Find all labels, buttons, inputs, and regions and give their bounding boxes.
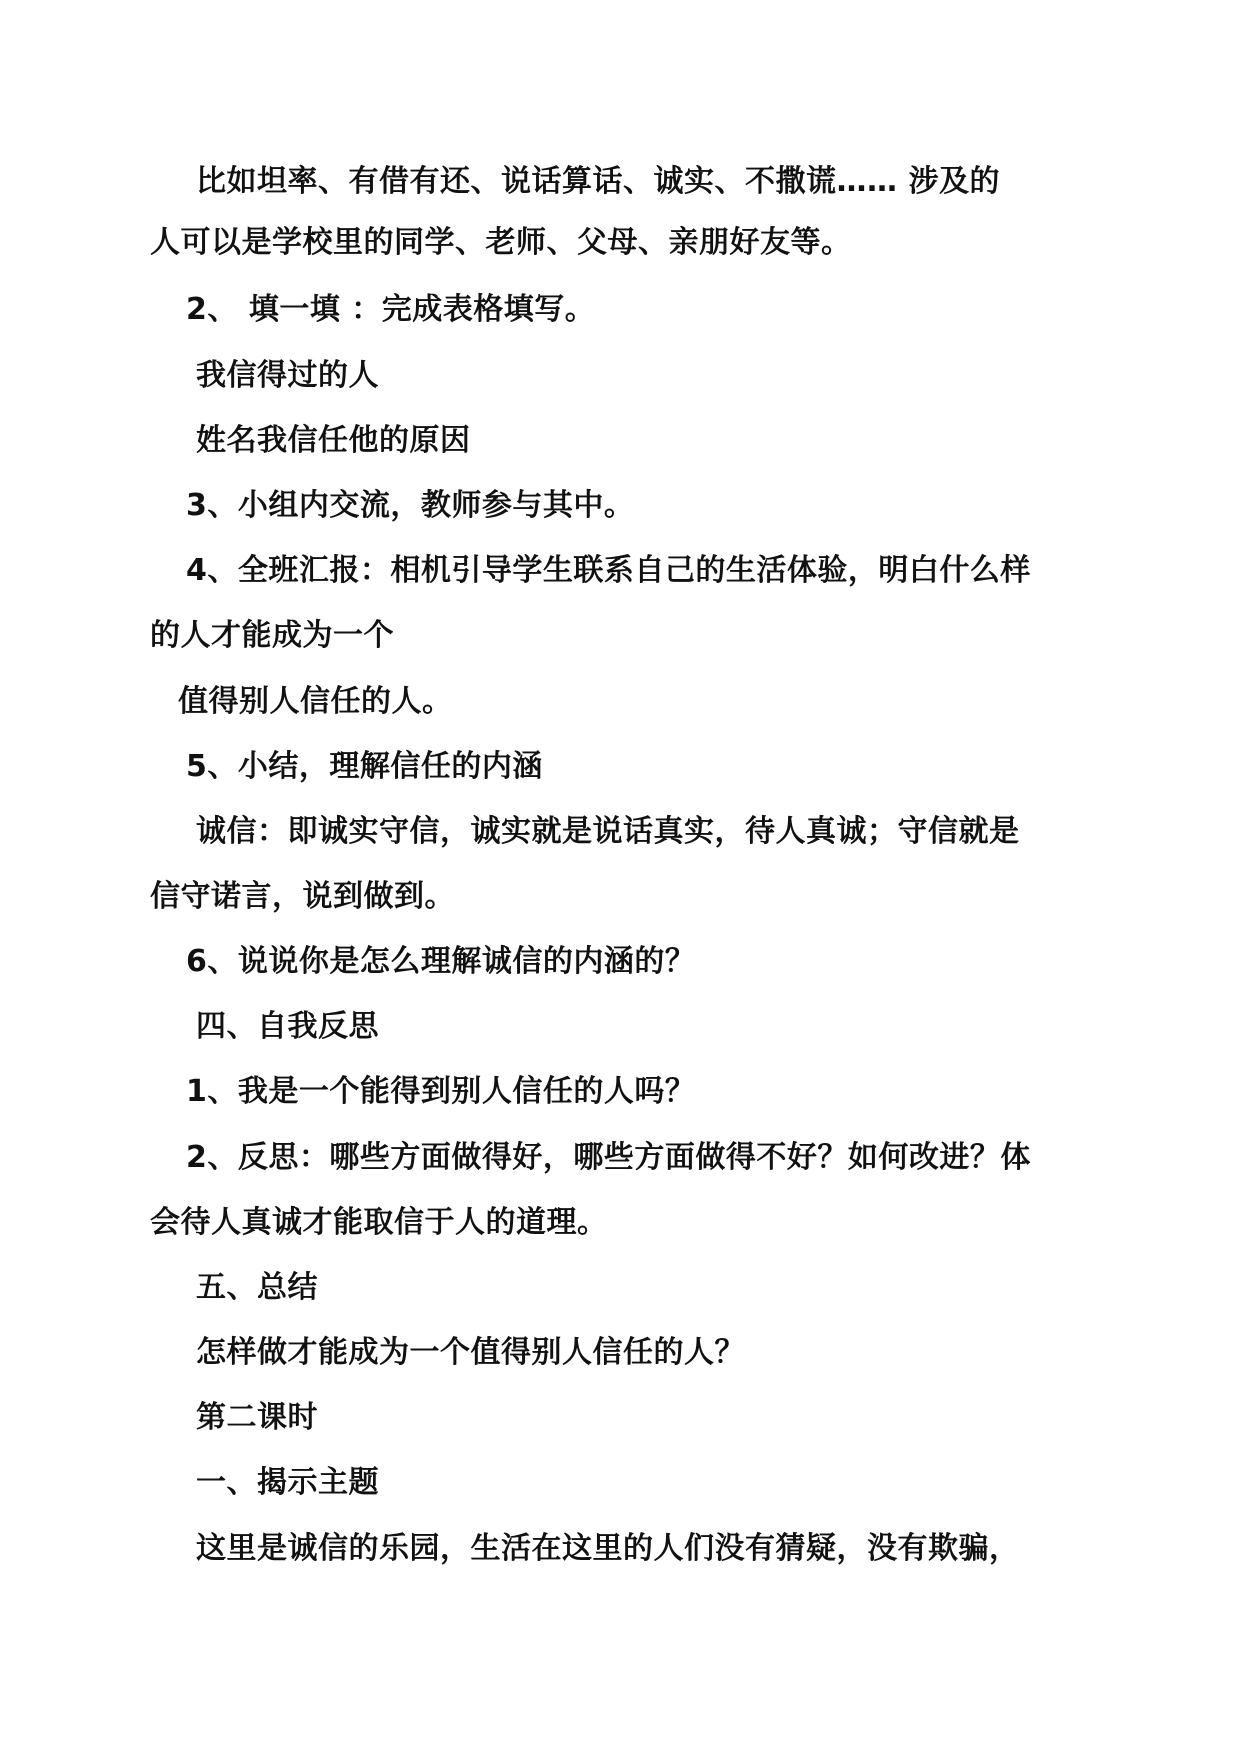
text-line: 第二课时 — [196, 1400, 318, 1435]
text-line: 人可以是学校里的同学、老师、父母、亲朋好友等。 — [150, 225, 852, 260]
text-line: 一、揭示主题 — [196, 1465, 379, 1500]
text-line: 信守诺言，说到做到。 — [150, 879, 455, 914]
text-line: 的人才能成为一个 — [150, 618, 394, 653]
text-line: 我信得过的人 — [196, 358, 379, 393]
text-line: 值得别人信任的人。 — [178, 684, 453, 719]
text-line: 4、全班汇报：相机引导学生联系自己的生活体验，明白什么样 — [186, 553, 1031, 588]
text-line: 姓名我信任他的原因 — [196, 423, 471, 458]
text-line: 比如坦率、有借有还、说话算话、诚实、不撒谎…… 涉及的 — [196, 164, 1000, 199]
text-line: 诚信：即诚实守信，诚实就是说话真实，待人真诚；守信就是 — [196, 814, 1020, 849]
text-line: 5、小结，理解信任的内涵 — [186, 749, 543, 784]
text-line: 3、小组内交流，教师参与其中。 — [186, 488, 635, 523]
text-line: 1、我是一个能得到别人信任的人吗？ — [186, 1074, 696, 1109]
text-line: 2、反思：哪些方面做得好，哪些方面做得不好？如何改进？体 — [186, 1140, 1031, 1175]
text-line: 会待人真诚才能取信于人的道理。 — [150, 1205, 608, 1240]
text-line: 2、 填一填 ：完成表格填写。 — [186, 292, 596, 327]
text-line: 6、说说你是怎么理解诚信的内涵的？ — [186, 944, 696, 979]
text-line: 怎样做才能成为一个值得别人信任的人？ — [196, 1335, 745, 1370]
text-line: 这里是诚信的乐园，生活在这里的人们没有猜疑，没有欺骗， — [196, 1531, 1020, 1566]
text-line: 四、自我反思 — [196, 1009, 379, 1044]
text-line: 五、总结 — [196, 1270, 318, 1305]
